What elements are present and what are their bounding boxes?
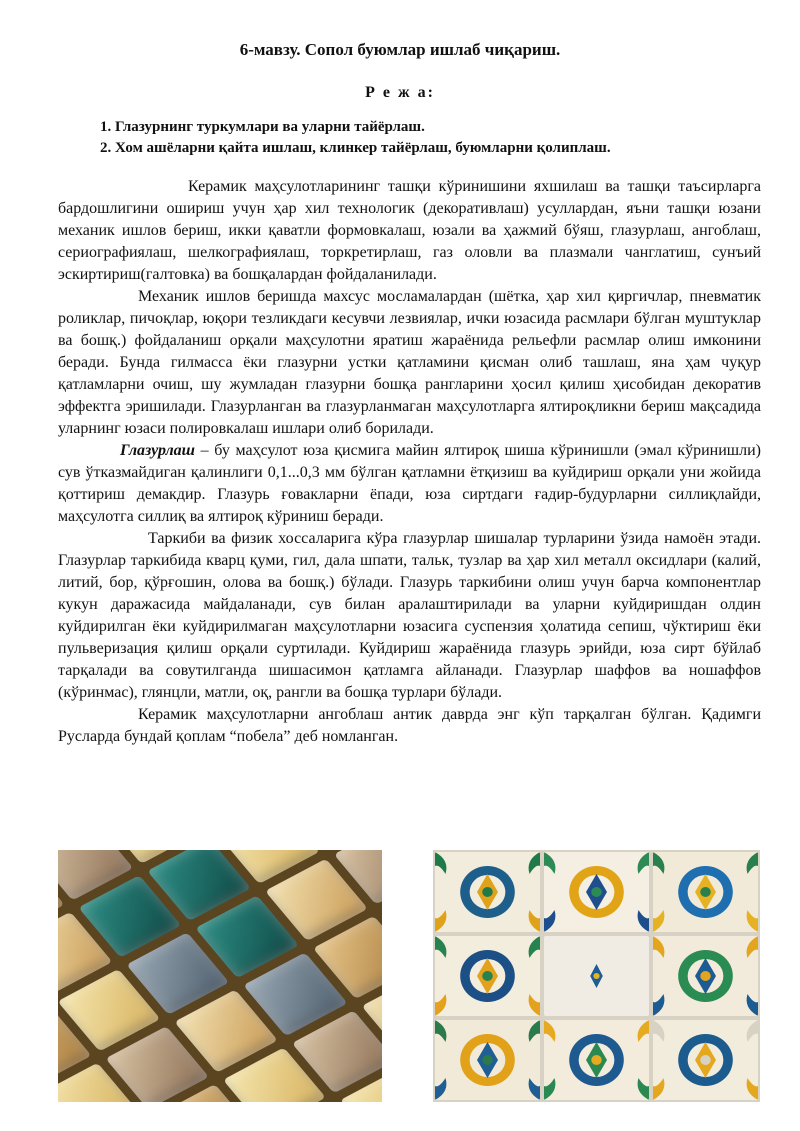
plan-item: 1. Глазурнинг туркумлари ва уларни тайёрлаш. bbox=[100, 119, 425, 135]
ceramic-tile bbox=[653, 936, 758, 1016]
glazed-mosaic-tiles-photo bbox=[58, 850, 382, 1102]
patterned-ceramic-tiles-photo bbox=[433, 850, 760, 1102]
ceramic-tile bbox=[653, 1020, 758, 1100]
paragraph: Керамик маҳсулотларни ангоблаш антик даврда энг кўп тарқалган бўлган. Қадимги Русларда бундай қоплам “побела” деб номланган. bbox=[58, 706, 761, 745]
plan-item: 2. Хом ашёларни қайта ишлаш, клинкер тайёрлаш, буюмларни қолиплаш. bbox=[100, 140, 611, 156]
ceramic-tile bbox=[653, 852, 758, 932]
plan-heading: Р е ж а: bbox=[365, 84, 435, 101]
plan-list bbox=[100, 117, 760, 159]
paragraph: Таркиби ва физик хоссаларига кўра глазурлар шишалар турларини ўзида намоён этади. Глазурлар таркибида кварц қуми, гил, дала шпати, тальк, тузлар ва ҳар хил металл оксидлари (калий, литий, бор, қўрғошин, олова ва бошқ.) бўлади. Глазурь таркибини олиш учун барча компонентлар кукун даражасида майдаланади, сув билан аралаштирилади ва уларни куйдиришдан олдин куйдирилган ёки куйдирилмаган маҳсулотларни юзасига суспензия ҳолатида сепиш, чўктириш ёки пульверизация қилиш орқали суртилади. Куйдириш жараёнида глазурь эрийди, юза сирт бўйлаб тарқалади ва совутилганда шишасимон қатламга айланади. Глазурлар шаффов ва ношаффов (кўринмас), глянцли, матли, оқ, рангли ва бошқа турлари бўлади. bbox=[58, 530, 761, 701]
term-glazing: Глазурлаш bbox=[120, 442, 195, 459]
ceramic-tile bbox=[544, 852, 649, 932]
ceramic-tile bbox=[435, 936, 540, 1016]
page-title: 6-мавзу. Сопол буюмлар ишлаб чиқариш. bbox=[239, 40, 561, 59]
ceramic-tile bbox=[435, 1020, 540, 1100]
body-text bbox=[58, 176, 761, 748]
paragraph-glazing-definition bbox=[58, 440, 761, 528]
paragraph: Механик ишлов беришда махсус мосламалардан (шётка, ҳар хил қиргичлар, пневматик роликлар, пичоқлар, юқори тезликдаги кесувчи лезвиялар, ички юзасида расмлари бўлган муштуклар ва бошқ.) фойдаланиш орқали маҳсулотни яратиш жараёнида рельефли расмлар олиш имконини беради. Бунда гилмасса ёки глазурни устки қатламини қисман олиб ташлаш, яна ҳам чуқур қатламларни очиш, шу жумладан глазурни бошқа рангларини ҳосил қилиш ҳисобидан декоратив эффектга эришилади. Глазурланган ва глазурланмаган маҳсулотларга ялтироқликни бериш мақсадида уларнинг юзаси полировкалаш ишлари олиб борилади. bbox=[58, 288, 761, 437]
definition-text: – бу маҳсулот юза қисмига майин ялтироқ шиша кўринишли (эмал кўринишли) сув ўтказмайдиган қалинлиги 0,1...0,3 мм бўлган қатламни ётқизиш ва куйдириш орқали уни жойида қоттириш демакдир. Глазурь ғовакларни ёпади, юза сиртдаги ғадир-будурларни силлиқлайди, маҳсулотга силлиқ ва ялтироқ кўриниш беради. bbox=[58, 442, 761, 525]
paragraph: Керамик маҳсулотларининг ташқи кўринишини яхшилаш ва ташқи таъсирларга бардошлигини ошириш учун ҳар хил технологик (декоративлаш) усуллардан, яъни ташқи юзани механик ишлов бериш, икки қаватли формовкалаш, юзали ва ҳажмий бўяш, глазурлаш, ангоблаш, сериографиялаш, шелкографиялаш, торкретирлаш, газ оловли ва плазмали чанглатиш, сунъий эскиртириш(галтовка) ва бошқалардан фойдаланилади. bbox=[58, 178, 761, 283]
ceramic-tile bbox=[544, 936, 649, 1016]
ceramic-tile bbox=[435, 852, 540, 932]
ceramic-tile bbox=[544, 1020, 649, 1100]
